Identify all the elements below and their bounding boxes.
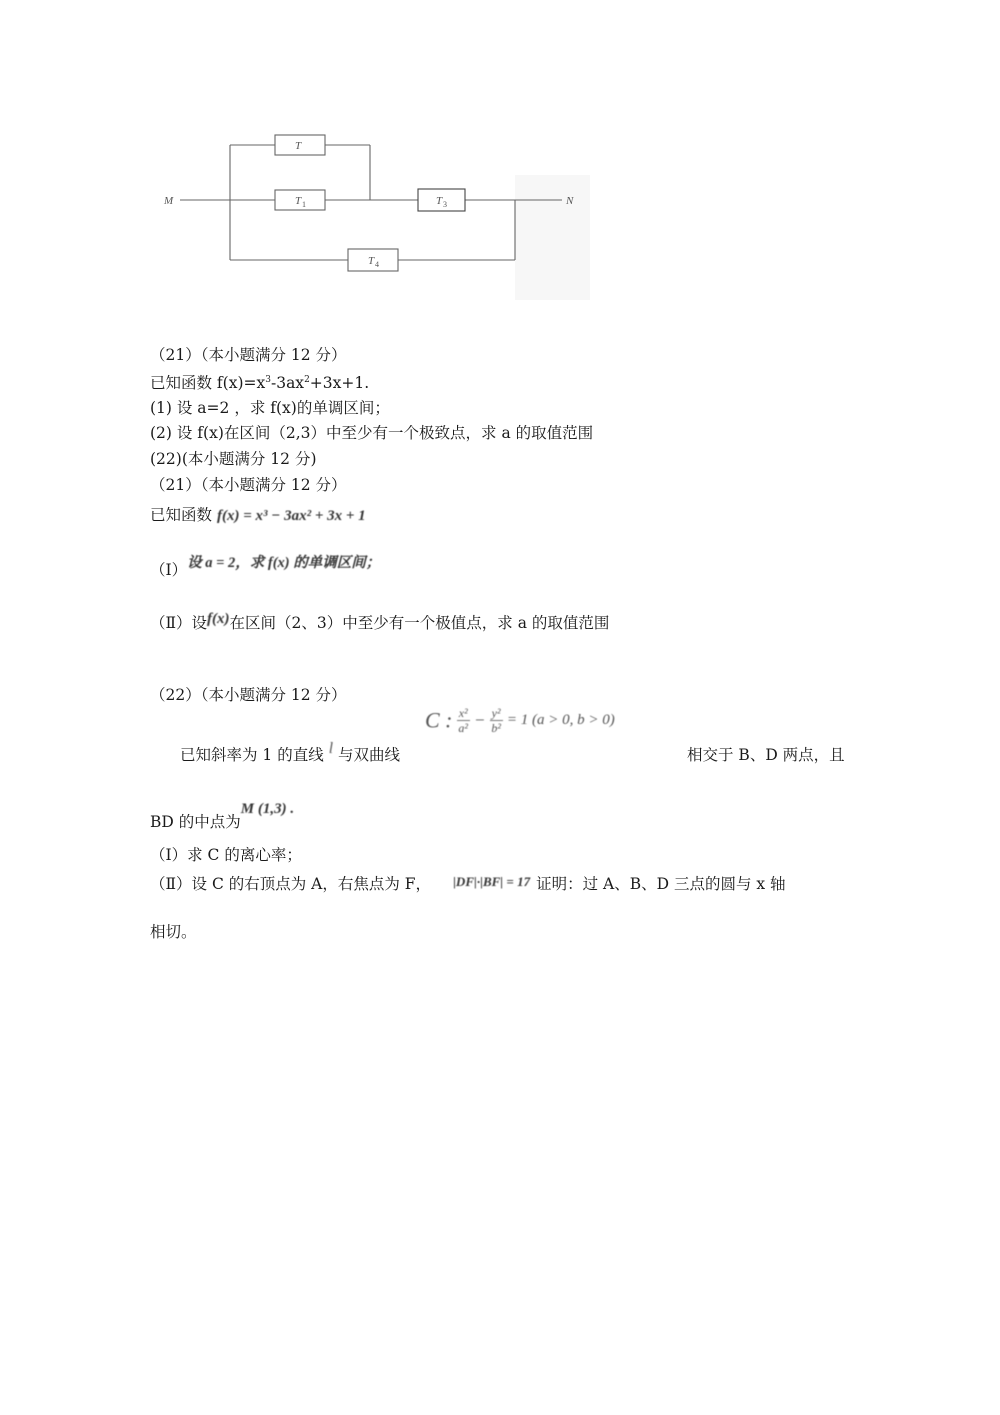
hyperbola-fraction-y bbox=[490, 706, 503, 735]
problem-21-function-scanned bbox=[150, 505, 366, 526]
problem-21-part-1: (1) 设 a=2 ，求 f(x)的单调区间； bbox=[150, 399, 390, 417]
hyperbola-minus: − bbox=[473, 710, 486, 730]
problem-22-header-typed: (22)(本小题满分 12 分) bbox=[150, 450, 317, 468]
hyperbola-formula bbox=[425, 706, 615, 750]
problem-21-function bbox=[150, 370, 369, 393]
circuit-diagram bbox=[150, 120, 600, 305]
part-2-formula: |DF|·|BF| = 17 bbox=[453, 874, 531, 889]
function-mid: -3ax bbox=[270, 374, 305, 393]
part-2-suffix: 证明：过 A、B、D 三点的圆与 x 轴 bbox=[536, 875, 786, 893]
function-exp-2: 2 bbox=[304, 375, 310, 385]
fraction-y-denominator: b² bbox=[491, 721, 501, 735]
problem-21-header-scanned: （21）（本小题满分 12 分） bbox=[150, 476, 347, 494]
problem-22-statement bbox=[180, 740, 401, 766]
component-t-label: T bbox=[295, 140, 302, 152]
midpoint-formula: M (1,3) . bbox=[240, 801, 295, 817]
problem-22-statement-suffix: 相交于 B、D 两点，且 bbox=[687, 746, 845, 764]
line-variable-l: l bbox=[328, 740, 334, 757]
hyperbola-c: C : bbox=[425, 707, 453, 733]
problem-21-part-1-scanned bbox=[150, 555, 381, 581]
function-suffix: +3x+1. bbox=[309, 374, 370, 393]
component-t4-sub: 4 bbox=[375, 260, 379, 269]
node-m-label: M bbox=[164, 195, 174, 207]
function-scanned-formula: f(x) = x³ − 3ax² + 3x + 1 bbox=[216, 508, 366, 524]
statement-prefix: 已知斜率为 1 的直线 bbox=[180, 746, 324, 764]
midpoint-prefix: BD 的中点为 bbox=[150, 813, 241, 831]
part-2-scanned-prefix: （Ⅱ）设 bbox=[150, 614, 208, 632]
part-2-scanned-formula: f(x) bbox=[207, 611, 230, 627]
part-2-scanned-suffix: 在区间（2、3）中至少有一个极值点，求 a 的取值范围 bbox=[229, 614, 610, 632]
problem-22-part-1: （Ⅰ）求 C 的离心率； bbox=[150, 846, 302, 864]
component-t1-label: T bbox=[295, 195, 302, 207]
component-t1-sub: 1 bbox=[302, 200, 306, 209]
fraction-x-denominator: a² bbox=[458, 721, 469, 735]
component-t3-sub: 3 bbox=[443, 200, 447, 209]
fraction-x-numerator: x² bbox=[458, 706, 468, 720]
part-1-scanned-prefix: （Ⅰ） bbox=[150, 561, 188, 579]
function-prefix: 已知函数 f(x)=x bbox=[150, 374, 266, 393]
part-1-scanned-formula: 设 a = 2，求 f(x) 的单调区间； bbox=[187, 555, 381, 571]
component-t3-label: T bbox=[436, 195, 443, 207]
part-2-prefix: （Ⅱ）设 C 的右顶点为 A，右焦点为 F， bbox=[150, 875, 432, 893]
problem-22-part-2-end: 相切。 bbox=[150, 923, 197, 941]
problem-21-header: （21）（本小题满分 12 分） bbox=[150, 346, 347, 364]
function-scanned-prefix: 已知函数 bbox=[150, 506, 213, 524]
component-t4-label: T bbox=[368, 255, 375, 267]
hyperbola-fraction-x bbox=[457, 706, 470, 735]
problem-22-header: （22）（本小题满分 12 分） bbox=[150, 686, 347, 704]
problem-22-midpoint bbox=[150, 801, 295, 833]
function-exp-3: 3 bbox=[265, 375, 271, 385]
problem-21-part-2-scanned bbox=[150, 613, 609, 634]
fraction-y-numerator: y² bbox=[491, 706, 501, 720]
node-n-label: N bbox=[566, 195, 574, 207]
hyperbola-rest: = 1 (a > 0, b > 0) bbox=[506, 712, 615, 728]
statement-mid: 与双曲线 bbox=[338, 746, 401, 764]
problem-21-part-2: (2) 设 f(x)在区间（2,3）中至少有一个极致点，求 a 的取值范围 bbox=[150, 424, 594, 442]
problem-22-part-2 bbox=[150, 874, 786, 895]
